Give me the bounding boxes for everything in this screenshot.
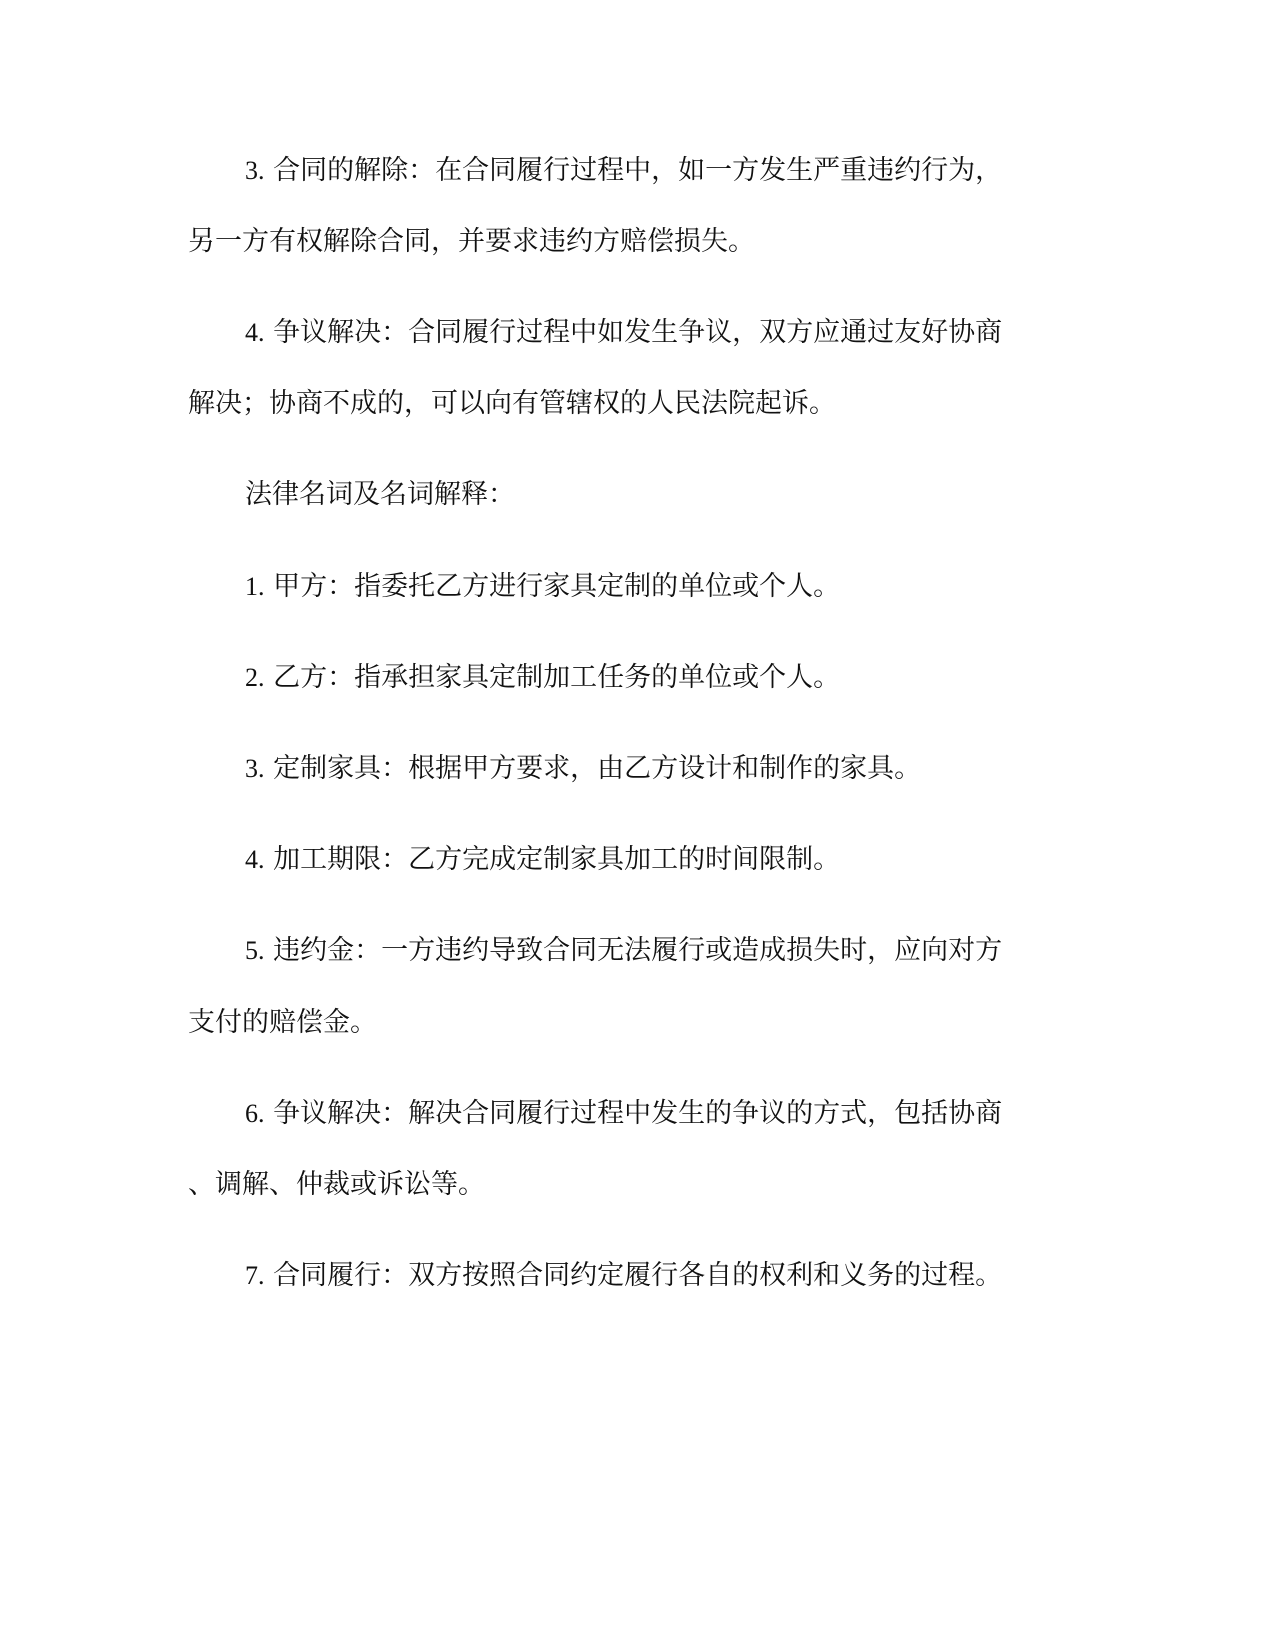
term-2 — [245, 658, 840, 698]
clause-3-text: 合同的解除：在合同履行过程中，如一方发生严重违约行为， — [264, 155, 1003, 186]
term-6-text: 争议解决：解决合同履行过程中发生的争议的方式，包括协商 — [264, 1098, 1003, 1129]
term-2-number: 2. — [245, 663, 265, 692]
clause-4-text: 争议解决：合同履行过程中如发生争议，双方应通过友好协商 — [264, 317, 1003, 348]
term-5-number: 5. — [245, 936, 265, 965]
term-3 — [245, 749, 921, 789]
term-6-line-1 — [245, 1094, 1002, 1134]
term-2-text: 乙方：指承担家具定制加工任务的单位或个人。 — [264, 662, 841, 693]
term-6-line-2: 、调解、仲裁或诉讼等。 — [188, 1169, 485, 1200]
term-3-number: 3. — [245, 754, 265, 783]
term-1-number: 1. — [245, 572, 265, 601]
clause-4-number: 4. — [245, 318, 265, 347]
term-1 — [245, 567, 840, 607]
clause-3-line-1 — [245, 151, 1002, 191]
term-5-text: 违约金：一方违约导致合同无法履行或造成损失时，应向对方 — [264, 935, 1003, 966]
term-6-number: 6. — [245, 1099, 265, 1128]
term-4 — [245, 840, 840, 880]
term-7 — [245, 1256, 1002, 1296]
section-heading: 法律名词及名词解释： — [245, 479, 515, 510]
clause-4-line-1 — [245, 313, 1002, 353]
term-7-number: 7. — [245, 1261, 265, 1290]
term-4-text: 加工期限：乙方完成定制家具加工的时间限制。 — [264, 844, 841, 875]
clause-4-line-2: 解决；协商不成的，可以向有管辖权的人民法院起诉。 — [188, 388, 836, 419]
clause-3-number: 3. — [245, 156, 265, 185]
term-1-text: 甲方：指委托乙方进行家具定制的单位或个人。 — [264, 571, 841, 602]
clause-3-line-2: 另一方有权解除合同，并要求违约方赔偿损失。 — [188, 226, 755, 257]
term-5-line-2: 支付的赔偿金。 — [188, 1007, 377, 1038]
term-3-text: 定制家具：根据甲方要求，由乙方设计和制作的家具。 — [264, 753, 922, 784]
term-4-number: 4. — [245, 845, 265, 874]
term-7-text: 合同履行：双方按照合同约定履行各自的权利和义务的过程。 — [264, 1260, 1003, 1291]
term-5-line-1 — [245, 931, 1002, 971]
